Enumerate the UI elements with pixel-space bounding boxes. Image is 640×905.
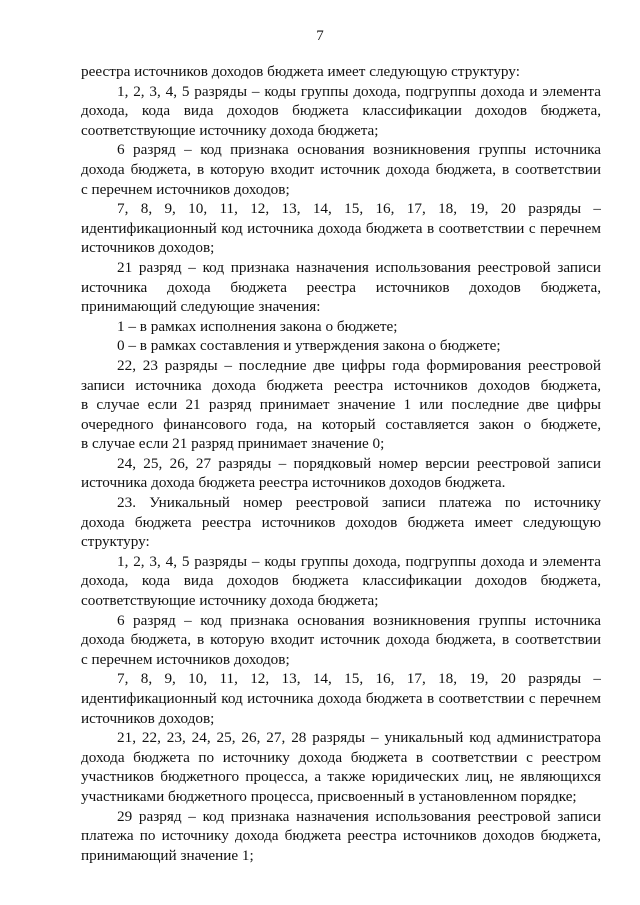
text-line: 29 разряд – код признака назначения использования реестровой записи (117, 807, 601, 825)
text-line: 24, 25, 26, 27 разряды – порядковый номер версии реестровой записи (117, 454, 601, 472)
text-line: 7, 8, 9, 10, 11, 12, 13, 14, 15, 16, 17, 18, 19, 20 разряды – (117, 200, 601, 218)
text-line: принимающий следующие значения: (81, 298, 321, 316)
text-line: с перечнем источников доходов; (81, 180, 290, 198)
text-line: идентификационный код источника дохода бюджета в соответствии с перечнем (81, 219, 601, 237)
text-line: 1, 2, 3, 4, 5 разряды – коды группы дохода, подгруппы дохода и элемента (117, 552, 601, 570)
text-line: 21, 22, 23, 24, 25, 26, 27, 28 разряды – уникальный код администратора (117, 729, 601, 747)
text-line: принимающий значение 1; (81, 846, 254, 864)
text-line: соответствующие источнику дохода бюджета; (81, 121, 379, 139)
text-line: 21 разряд – код признака назначения использования реестровой записи (117, 258, 601, 276)
text-line: дохода бюджета, в которую входит источник дохода бюджета, в соответствии (81, 160, 601, 178)
text-line: источника дохода бюджета реестра источников доходов бюджета, (81, 278, 601, 296)
text-line: структуру: (81, 533, 150, 551)
text-line: в случае если 21 разряд принимает значение 0; (81, 435, 385, 453)
text-line: соответствующие источнику дохода бюджета; (81, 592, 379, 610)
text-line: дохода, кода вида доходов бюджета классификации доходов бюджета, (81, 102, 601, 120)
text-line: записи источника дохода бюджета реестра источников доходов бюджета, (81, 376, 601, 394)
text-line: участников бюджетного процесса, а также юридических лиц, не являющихся (81, 768, 601, 786)
text-line: 0 – в рамках составления и утверждения закона о бюджете; (117, 337, 501, 355)
text-line: 7, 8, 9, 10, 11, 12, 13, 14, 15, 16, 17, 18, 19, 20 разряды – (117, 670, 601, 688)
text-line: дохода бюджета реестра источников доходов бюджета имеет следующую (81, 513, 601, 531)
text-line: очередного финансового года, на который составляется закон о бюджете, (81, 415, 601, 433)
text-line: участниками бюджетного процесса, присвоенный в установленном порядке; (81, 787, 577, 805)
text-line: источников доходов; (81, 239, 215, 257)
text-line: 6 разряд – код признака основания возникновения группы источника (117, 611, 601, 629)
text-line: источников доходов; (81, 709, 215, 727)
text-line: дохода бюджета по источнику дохода бюджета в соответствии с реестром (81, 748, 601, 766)
text-line: дохода, кода вида доходов бюджета классификации доходов бюджета, (81, 572, 601, 590)
page-number: 7 (316, 28, 324, 44)
text-line: с перечнем источников доходов; (81, 650, 290, 668)
text-line: 22, 23 разряды – последние две цифры года формирования реестровой (117, 356, 601, 374)
body-text (81, 62, 601, 865)
text-line: 23. Уникальный номер реестровой записи платежа по источнику (117, 494, 601, 512)
text-line: в случае если 21 разряд принимает значение 1 или последние две цифры (81, 396, 601, 414)
text-line: 6 разряд – код признака основания возникновения группы источника (117, 141, 601, 159)
text-line: источника дохода бюджета реестра источников доходов бюджета. (81, 474, 506, 492)
text-line: идентификационный код источника дохода бюджета в соответствии с перечнем (81, 690, 601, 707)
text-line: платежа по источнику дохода бюджета реестра источников доходов бюджета, (81, 827, 601, 845)
text-line: реестра источников доходов бюджета имеет следующую структуру: (81, 63, 520, 80)
text-line: 1, 2, 3, 4, 5 разряды – коды группы дохода, подгруппы дохода и элемента (117, 82, 601, 100)
text-line: 1 – в рамках исполнения закона о бюджете; (117, 317, 398, 335)
text-line: дохода бюджета, в которую входит источник дохода бюджета, в соответствии (81, 631, 601, 649)
